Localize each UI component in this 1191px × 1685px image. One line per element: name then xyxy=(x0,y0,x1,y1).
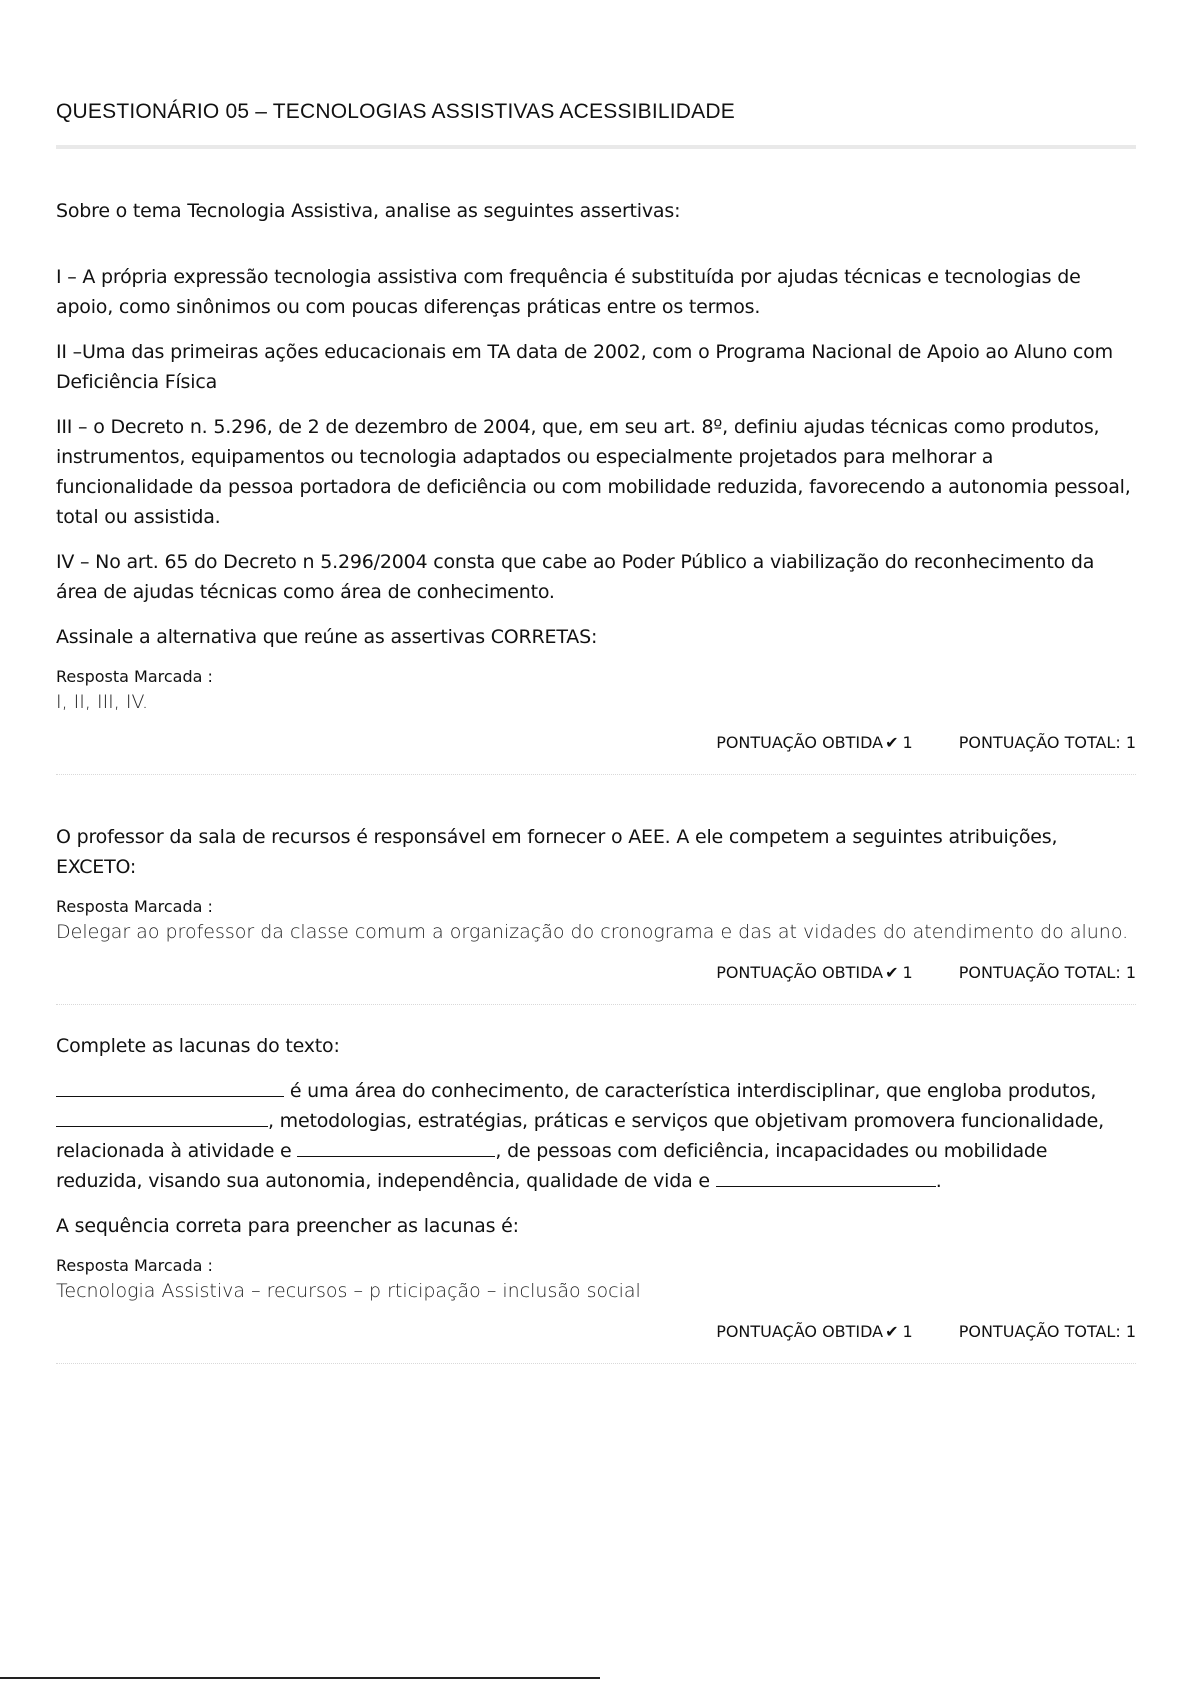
fill-part-3: , de pessoas com deficiência, incapacidades ou mobilidade reduzida, visando sua autonomia, independência, qualidade de vida e xyxy=(56,1140,1048,1192)
score-row xyxy=(56,962,1136,984)
fill-text xyxy=(56,1076,1136,1196)
blank-4 xyxy=(716,1168,936,1187)
assertion-1: I – A própria expressão tecnologia assistiva com frequência é substituída por ajudas técnicas e tecnologias de apoio, como sinônimos ou com poucas diferenças práticas entre os termos. xyxy=(56,266,1081,318)
fill-part-2: , metodologias, estratégias, práticas e serviços que objetivam promovera funcionalidade, relacionada à atividade e xyxy=(56,1110,1104,1162)
score-obtained xyxy=(716,1321,913,1343)
check-icon: ✔ xyxy=(885,733,899,752)
assertion-3: III – o Decreto n. 5.296, de 2 de dezembro de 2004, que, em seu art. 8º, definiu ajudas técnicas como produtos, instrumentos, equipamentos ou tecnologia adaptados ou especialmente projetados para melhorar a funcionalidade da pessoa portadora de deficiência ou com mobilidade reduzida, favorecendo a autonomia pessoal, total ou assistida. xyxy=(56,416,1131,528)
question-1-prompt: Assinale a alternativa que reúne as assertivas CORRETAS: xyxy=(56,626,598,648)
fill-part-1: é uma área do conhecimento, de característica interdisciplinar, que engloba produtos, xyxy=(284,1080,1097,1102)
question-1 xyxy=(56,196,1136,775)
blank-1 xyxy=(56,1078,284,1097)
question-3-prompt: A sequência correta para preencher as lacunas é: xyxy=(56,1215,519,1237)
score-total: PONTUAÇÃO TOTAL: 1 xyxy=(958,733,1136,752)
score-obtained xyxy=(716,732,913,754)
title-divider xyxy=(56,145,1136,149)
question-2 xyxy=(56,822,1136,1005)
check-icon: ✔ xyxy=(885,963,899,982)
score-row xyxy=(56,732,1136,754)
response-label: Resposta Marcada : xyxy=(56,667,213,686)
response-value: Tecnologia Assistiva – recursos – p rticipação – inclusão social xyxy=(56,1280,641,1302)
question-3-intro: Complete as lacunas do texto: xyxy=(56,1035,340,1057)
page-bottom-rule xyxy=(0,1677,600,1679)
blank-2 xyxy=(56,1108,268,1127)
score-obtained-value: 1 xyxy=(902,733,913,752)
fill-part-4: . xyxy=(935,1170,942,1192)
check-icon: ✔ xyxy=(885,1322,899,1341)
response-label: Resposta Marcada : xyxy=(56,1256,213,1275)
question-divider xyxy=(56,1363,1136,1364)
question-divider xyxy=(56,1004,1136,1005)
score-obtained-label: PONTUAÇÃO OBTIDA xyxy=(716,963,884,982)
assertion-2: II –Uma das primeiras ações educacionais em TA data de 2002, com o Programa Nacional de Apoio ao Aluno com Deficiência Física xyxy=(56,341,1113,393)
score-total: PONTUAÇÃO TOTAL: 1 xyxy=(958,1322,1136,1341)
score-obtained-label: PONTUAÇÃO OBTIDA xyxy=(716,1322,884,1341)
question-1-intro: Sobre o tema Tecnologia Assistiva, analise as seguintes assertivas: xyxy=(56,200,681,222)
response-label: Resposta Marcada : xyxy=(56,897,213,916)
page-title: QUESTIONÁRIO 05 – TECNOLOGIAS ASSISTIVAS ACESSIBILIDADE xyxy=(56,100,735,123)
score-total: PONTUAÇÃO TOTAL: 1 xyxy=(958,963,1136,982)
question-2-prompt: O professor da sala de recursos é responsável em fornecer o AEE. A ele competem a seguintes atribuições, EXCETO: xyxy=(56,826,1058,878)
score-obtained xyxy=(716,962,913,984)
question-3 xyxy=(56,1031,1136,1364)
score-obtained-value: 1 xyxy=(902,1322,913,1341)
response-value: Delegar ao professor da classe comum a organização do cronograma e das at vidades do atendimento do aluno. xyxy=(56,921,1129,943)
question-divider xyxy=(56,774,1136,775)
score-row xyxy=(56,1321,1136,1343)
score-obtained-value: 1 xyxy=(902,963,913,982)
response-value: I, II, III, IV. xyxy=(56,691,149,713)
score-obtained-label: PONTUAÇÃO OBTIDA xyxy=(716,733,884,752)
assertion-4: IV – No art. 65 do Decreto n 5.296/2004 consta que cabe ao Poder Público a viabilização do reconhecimento da área de ajudas técnicas como área de conhecimento. xyxy=(56,551,1095,603)
blank-3 xyxy=(297,1138,495,1157)
